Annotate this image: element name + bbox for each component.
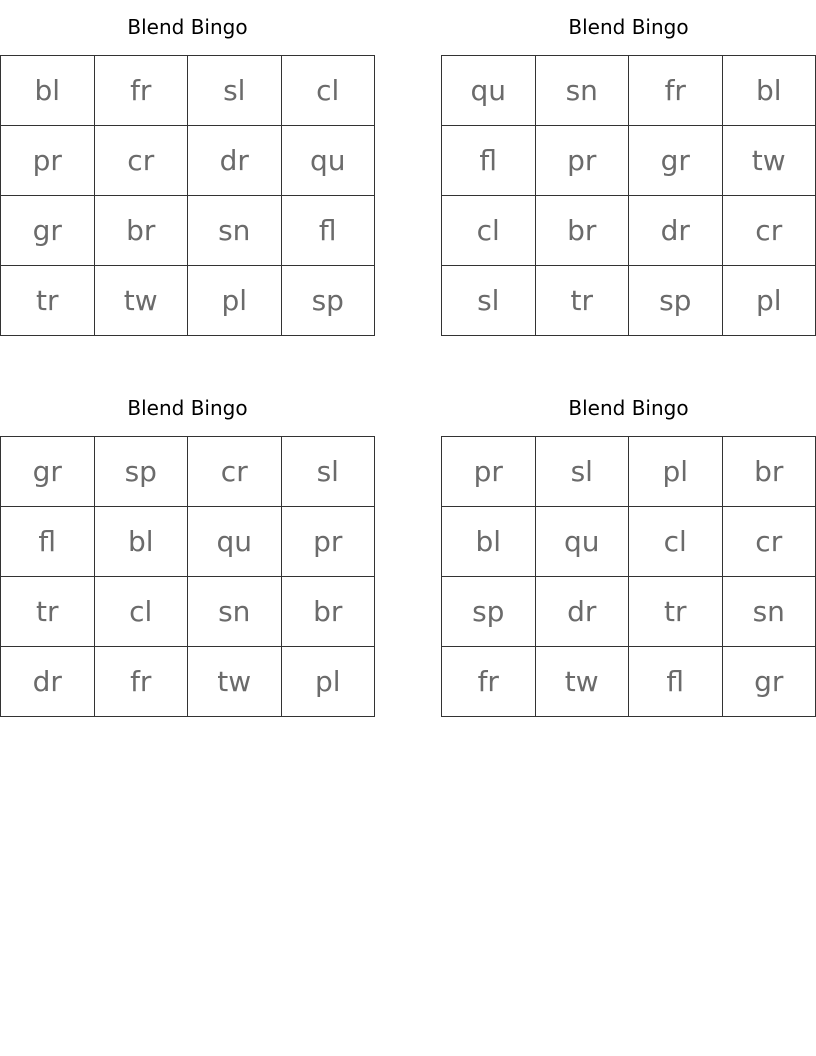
- grid-row: [442, 266, 816, 336]
- grid-cell: dr: [629, 196, 723, 266]
- grid-cell: fl: [442, 126, 536, 196]
- grid-cell: qu: [535, 507, 629, 577]
- grid-cell: qu: [442, 56, 536, 126]
- card-title: Blend Bingo: [127, 15, 248, 39]
- card-title: Blend Bingo: [568, 15, 689, 39]
- grid-cell: tw: [94, 266, 188, 336]
- grid-cell: cl: [281, 56, 375, 126]
- grid-cell: pr: [535, 126, 629, 196]
- grid-cell: sn: [722, 577, 816, 647]
- grid-row: [442, 577, 816, 647]
- bingo-card: [0, 0, 375, 336]
- grid-cell: sp: [442, 577, 536, 647]
- grid-cell: bl: [722, 56, 816, 126]
- grid-cell: tr: [1, 577, 95, 647]
- grid-cell: sn: [535, 56, 629, 126]
- grid-cell: tw: [722, 126, 816, 196]
- grid-cell: gr: [1, 196, 95, 266]
- grid-cell: pr: [281, 507, 375, 577]
- grid-cell: bl: [1, 56, 95, 126]
- grid-cell: dr: [535, 577, 629, 647]
- grid-cell: pl: [629, 437, 723, 507]
- grid-cell: fr: [629, 56, 723, 126]
- grid-cell: pl: [188, 266, 282, 336]
- grid-cell: bl: [442, 507, 536, 577]
- grid-cell: sp: [94, 437, 188, 507]
- grid-cell: tw: [535, 647, 629, 717]
- grid-cell: cl: [94, 577, 188, 647]
- grid-cell: fl: [1, 507, 95, 577]
- grid-cell: qu: [281, 126, 375, 196]
- grid-row: [1, 507, 375, 577]
- grid-row: [442, 507, 816, 577]
- grid-row: [1, 196, 375, 266]
- bingo-grid: [441, 55, 816, 336]
- grid-cell: dr: [188, 126, 282, 196]
- grid-cell: pl: [281, 647, 375, 717]
- grid-cell: gr: [722, 647, 816, 717]
- grid-cell: sn: [188, 196, 282, 266]
- grid-cell: pl: [722, 266, 816, 336]
- grid-cell: br: [722, 437, 816, 507]
- grid-cell: pr: [1, 126, 95, 196]
- grid-cell: br: [535, 196, 629, 266]
- grid-cell: cl: [629, 507, 723, 577]
- grid-cell: fl: [281, 196, 375, 266]
- grid-cell: sn: [188, 577, 282, 647]
- grid-cell: cr: [94, 126, 188, 196]
- bingo-card: [441, 381, 816, 717]
- bingo-grid: [441, 436, 816, 717]
- grid-row: [1, 437, 375, 507]
- grid-row: [442, 126, 816, 196]
- grid-row: [442, 437, 816, 507]
- grid-cell: fr: [442, 647, 536, 717]
- grid-row: [1, 56, 375, 126]
- grid-cell: cr: [722, 507, 816, 577]
- grid-row: [1, 577, 375, 647]
- grid-cell: tw: [188, 647, 282, 717]
- grid-cell: tr: [629, 577, 723, 647]
- grid-cell: sl: [535, 437, 629, 507]
- card-title: Blend Bingo: [127, 396, 248, 420]
- grid-cell: dr: [1, 647, 95, 717]
- grid-row: [1, 126, 375, 196]
- grid-cell: gr: [1, 437, 95, 507]
- grid-cell: fr: [94, 647, 188, 717]
- bingo-grid: [0, 55, 375, 336]
- grid-row: [442, 56, 816, 126]
- grid-cell: bl: [94, 507, 188, 577]
- grid-cell: cl: [442, 196, 536, 266]
- grid-cell: sl: [442, 266, 536, 336]
- grid-cell: br: [281, 577, 375, 647]
- grid-cell: qu: [188, 507, 282, 577]
- card-title: Blend Bingo: [568, 396, 689, 420]
- grid-row: [442, 196, 816, 266]
- bingo-card: [441, 0, 816, 336]
- grid-cell: cr: [188, 437, 282, 507]
- grid-cell: sl: [281, 437, 375, 507]
- grid-cell: sp: [629, 266, 723, 336]
- bingo-grid: [0, 436, 375, 717]
- grid-row: [442, 647, 816, 717]
- grid-cell: fl: [629, 647, 723, 717]
- grid-row: [1, 266, 375, 336]
- grid-cell: sl: [188, 56, 282, 126]
- grid-cell: pr: [442, 437, 536, 507]
- bingo-card: [0, 381, 375, 717]
- grid-cell: tr: [535, 266, 629, 336]
- grid-cell: cr: [722, 196, 816, 266]
- grid-cell: sp: [281, 266, 375, 336]
- grid-cell: gr: [629, 126, 723, 196]
- grid-cell: tr: [1, 266, 95, 336]
- grid-cell: fr: [94, 56, 188, 126]
- grid-cell: br: [94, 196, 188, 266]
- grid-row: [1, 647, 375, 717]
